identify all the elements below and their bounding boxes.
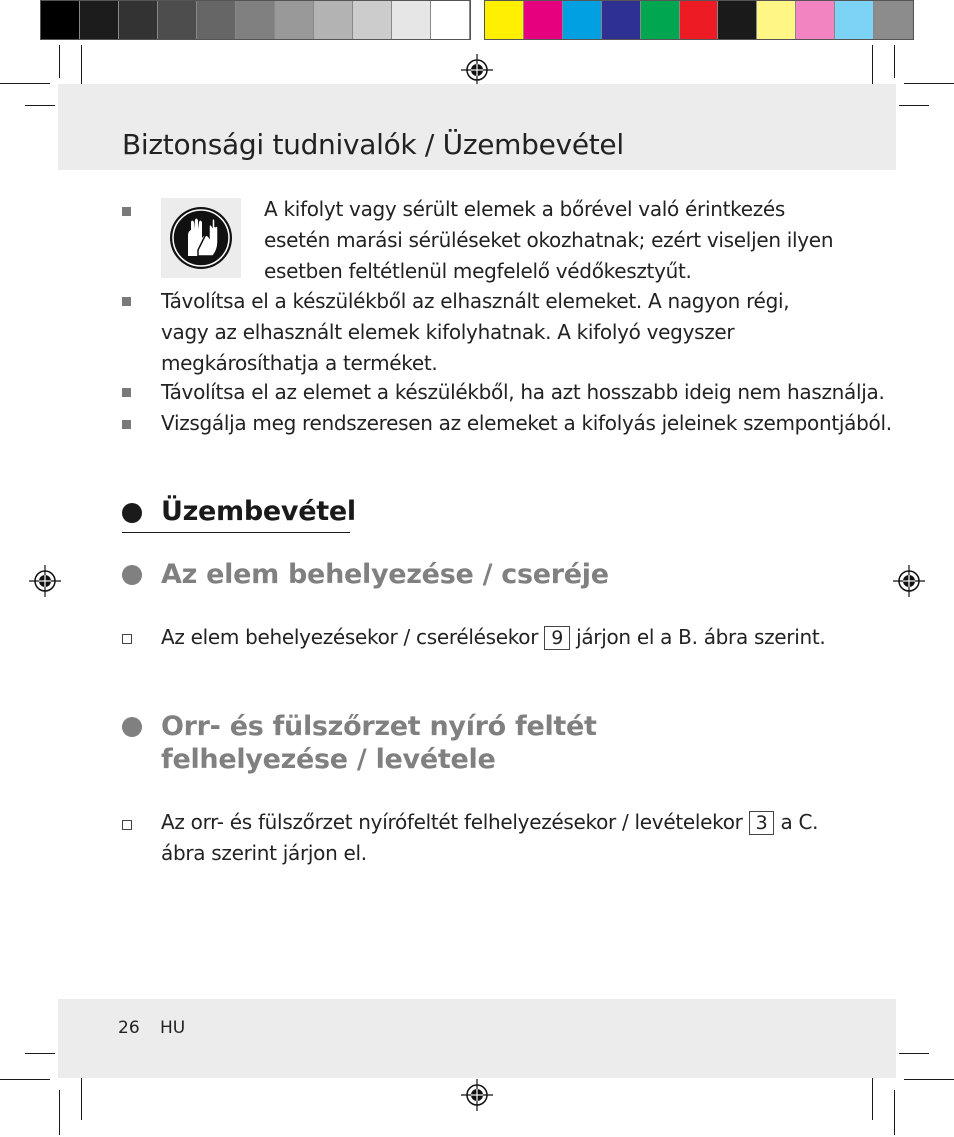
crop-mark [894,1090,895,1135]
step-bullet [122,820,132,830]
part-reference: 9 [544,626,570,650]
color-swatch [680,1,719,39]
crop-mark [59,45,60,78]
footer-band [58,999,896,1078]
color-swatch [119,1,158,39]
crop-mark [0,1079,50,1080]
trimmer-step-line1 [161,807,818,838]
safety-item-inspect: Vizsgálja meg rendszeresen az elemeket a kifolyás jeleinek szempontjából. [161,411,892,435]
crop-mark [899,105,929,106]
list-bullet [122,207,131,216]
crop-mark [59,1090,60,1135]
page-number: 26 [118,1018,140,1038]
list-bullet [122,297,131,306]
crop-mark [904,1079,954,1080]
registration-mark-icon [29,565,61,597]
list-bullet [122,420,131,429]
color-swatch [197,1,236,39]
battery-step-text: Az elem behelyezésekor / cserélésekor [161,625,545,649]
section-heading-trimmer [161,710,597,776]
crop-mark [899,1053,929,1054]
step-bullet [122,634,132,644]
safety-item-gloves: A kifolyt vagy sérült elemek a bőrével való érintkezés esetén marási sérüléseket okozhatnak; ezért viseljen ilyen esetben feltétlenül megfelelő védőkesztyűt. [264,197,834,283]
registration-mark-icon [461,1079,493,1111]
color-swatch [392,1,431,39]
safety-item-long-storage: Távolítsa el az elemet a készülékből, ha azt hosszabb ideig nem használja. [161,380,885,404]
color-swatch [835,1,874,39]
color-swatch [874,1,913,39]
page-title: Biztonsági tudnivalók / Üzembevétel [122,128,624,161]
language-code: HU [160,1018,186,1038]
list-bullet [122,388,131,397]
crop-mark [872,1075,873,1120]
crop-mark [25,1053,55,1054]
trimmer-step-text: Az orr- és fülszőrzet nyírófeltét felhelyezésekor / levételekor [161,810,749,834]
heading-bullet [122,717,142,737]
part-reference: 3 [749,811,775,835]
crop-mark [25,105,55,106]
heading-underline [122,532,350,533]
crop-mark [894,45,895,78]
safety-item-remove-used: Távolítsa el a készülékből az elhasznált elemeket. A nagyon régi, vagy az elhasznált elemek kifolyhatnak. A kifolyó vegyszer megkárosíthatja a terméket. [161,289,790,375]
section-heading-trimmer-line1: Orr- és fülszőrzet nyíró feltét [161,711,597,742]
color-swatch [236,1,275,39]
color-calibration-bar [484,0,914,40]
battery-step-text-end: járjon el a B. ábra szerint. [570,625,826,649]
trimmer-step-line2: ábra szerint járjon el. [161,841,367,865]
color-swatch [563,1,602,39]
color-swatch [485,1,524,39]
battery-step [161,622,825,653]
color-swatch [314,1,353,39]
color-swatch [641,1,680,39]
heading-bullet [122,565,142,585]
crop-mark [81,1075,82,1120]
color-swatch [431,1,470,39]
color-swatch [80,1,119,39]
crop-mark [0,83,50,84]
color-swatch [602,1,641,39]
color-swatch [757,1,796,39]
color-swatch [158,1,197,39]
protective-gloves-icon [161,198,241,278]
color-swatch [524,1,563,39]
trimmer-step [161,807,818,869]
color-swatch [718,1,757,39]
section-heading-startup: Üzembevétel [161,496,356,527]
registration-mark-icon [461,54,493,86]
color-swatch [275,1,314,39]
section-heading-trimmer-line2: felhelyezése / levétele [161,744,496,775]
color-swatch [353,1,392,39]
crop-mark [904,83,954,84]
heading-bullet [122,503,142,523]
color-swatch [41,1,80,39]
section-heading-battery: Az elem behelyezése / cseréje [161,559,609,590]
grayscale-calibration-bar [40,0,471,40]
registration-mark-icon [893,565,925,597]
trimmer-step-text-end: a C. [774,810,819,834]
color-swatch [796,1,835,39]
